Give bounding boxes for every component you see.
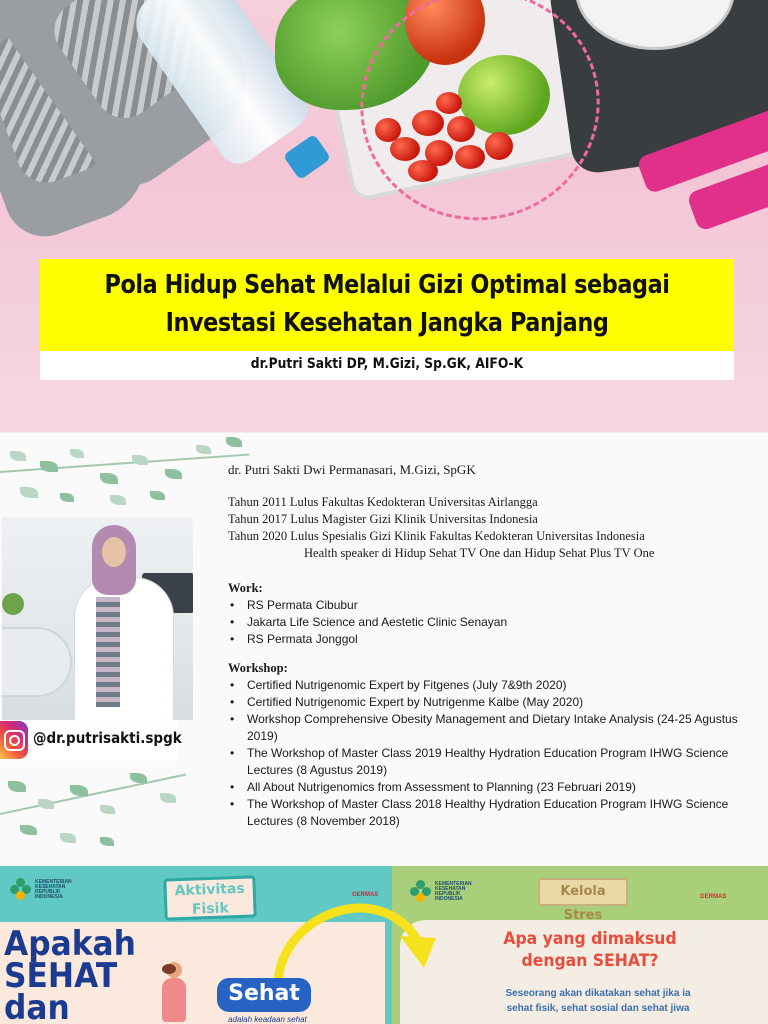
title-line-1: Pola Hidup Sehat Melalui Gizi Optimal sebagai [104,270,670,300]
bottle-cap-image [283,134,331,180]
question-answer [448,986,748,1016]
sehat-badge: Sehat [217,978,311,1012]
instagram-handle[interactable]: @dr.putrisakti.spgk [33,729,182,747]
leaf-decoration [70,449,84,458]
education-item: Tahun 2020 Lulus Spesialis Gizi Klinik Fakultas Kedokteran Universitas Indonesia [228,529,645,543]
leaf-decoration [130,773,147,783]
vine-decoration [0,774,186,815]
leaf-decoration [70,785,88,796]
instagram-icon [0,721,28,759]
leaf-decoration [110,495,126,505]
workshop-heading: Workshop: [228,661,288,675]
activity-tag: Aktivitas Fisik [163,875,256,920]
title-word: Apakah [4,924,136,964]
leaf-decoration [60,493,74,502]
work-item: • Jakarta Life Science and Aestetic Clinic Senayan [228,614,748,631]
title-word: SEHAT [4,956,118,996]
title-line-2: Investasi Kesehatan Jangka Panjang [165,308,609,338]
education-item: Tahun 2011 Lulus Fakultas Kedokteran Universitas Airlangga [228,495,538,509]
workshop-list [228,677,748,830]
dress-image [96,597,120,707]
ministry-logo-icon [10,878,32,900]
work-item: • RS Permata Jonggol [228,631,748,648]
leaf-decoration [226,437,242,447]
profile-details [228,461,748,830]
profile-photo [2,517,193,720]
ministry-logo-icon [410,880,432,902]
germas-logo: GERMAS [352,892,379,898]
presenter-name: dr.Putri Sakti DP, M.Gizi, Sp.GK, AIFO-K [250,356,524,372]
plant-image [2,593,24,615]
leaf-decoration [38,799,54,809]
education-item: Tahun 2017 Lulus Magister Gizi Klinik Universitas Indonesia [228,512,538,526]
education-item: Health speaker di Hidup Sehat TV One dan Hidup Sehat Plus TV One [304,546,655,560]
leaf-decoration [10,451,26,461]
leaf-decoration [40,461,58,472]
coat-image [74,577,174,720]
stress-tag: Kelola Stres [538,878,628,906]
title-word: dan [4,988,70,1024]
person-illustration [158,962,190,1024]
question-line: dengan SEHAT? [521,951,659,971]
question-heading [470,928,709,972]
health-info-slide [0,866,768,1024]
leaf-decoration [196,445,211,454]
work-list [228,597,748,648]
leaf-decoration [150,491,165,500]
leaf-decoration [20,825,37,835]
work-item: • RS Permata Cibubur [228,597,748,614]
sehat-definition: adalah keadaan sehat [228,1015,307,1024]
leaf-decoration [160,793,176,803]
workshop-item: • The Workshop of Master Class 2018 Healthy Hydration Education Program IHWG Science Lectures (8 November 2018) [228,796,748,830]
ministry-label: KEMENTERIAN KESEHATAN REPUBLIK INDONESIA [435,881,472,902]
profile-name: dr. Putri Sakti Dwi Permanasari, M.Gizi, SpGK [228,462,476,477]
question-line: Apa yang dimaksud [503,929,677,949]
leaf-decoration [165,469,182,479]
profile-slide [0,432,768,866]
work-heading: Work: [228,581,263,595]
workshop-item: • All About Nutrigenomics from Assessment to Planning (23 Februari 2019) [228,779,748,796]
presentation-title [89,266,686,342]
education-list [228,494,748,562]
health-question-title [4,924,136,1024]
leaf-decoration [60,833,76,843]
leaf-decoration [20,487,38,498]
leaf-decoration [100,473,118,484]
workshop-item: • Workshop Comprehensive Obesity Management and Dietary Intake Analysis (24-25 Agustus 2019) [228,711,748,745]
vine-decoration [0,454,249,473]
clinic-sign-image [2,627,72,697]
ministry-label: KEMENTERIAN KESEHATAN REPUBLIK INDONESIA [35,879,72,900]
germas-logo: GERMAS [700,894,727,900]
leaf-decoration [8,781,26,792]
face-image [102,537,126,567]
leaf-decoration [100,837,114,846]
workshop-item: • The Workshop of Master Class 2019 Healthy Hydration Education Program IHWG Science Lectures (8 Agustus 2019) [228,745,748,779]
title-slide [0,0,768,432]
workshop-item: • Certified Nutrigenomic Expert by Nutrigenme Kalbe (May 2020) [228,694,748,711]
leaf-decoration [100,805,115,814]
answer-line: sehat fisik, sehat sosial dan sehat jiwa [506,1003,690,1014]
answer-line: Seseorang akan dikatakan sehat jika ia [505,988,691,999]
leaf-decoration [132,455,148,465]
workshop-item: • Certified Nutrigenomic Expert by Fitgenes (July 7&9th 2020) [228,677,748,694]
